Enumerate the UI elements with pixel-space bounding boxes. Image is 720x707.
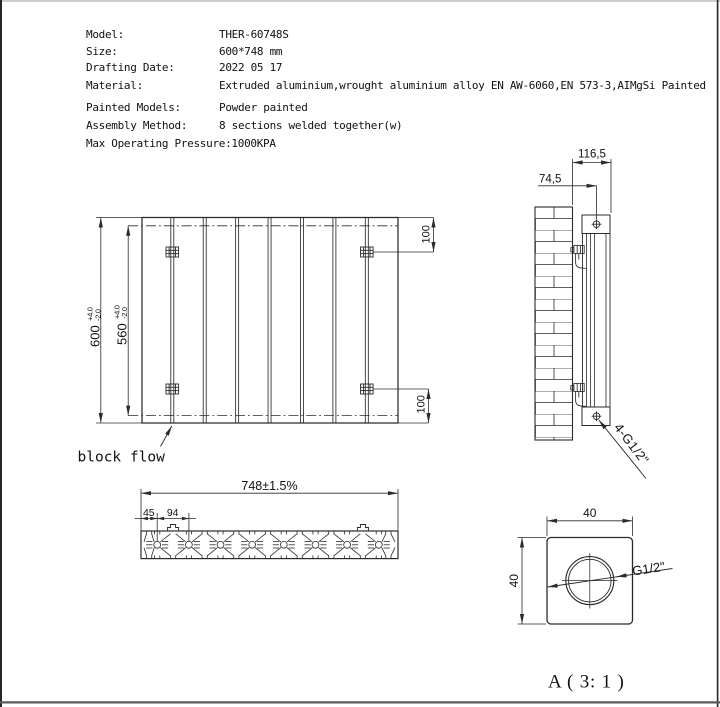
spec-value: 1000KPA xyxy=(231,137,276,150)
svg-text:600: 600 xyxy=(87,325,103,347)
dim-748-label: 748±1.5% xyxy=(241,479,298,493)
svg-text:560: 560 xyxy=(114,323,130,345)
drawing-labels xyxy=(78,149,667,693)
detail-caption: A ( 3: 1 ) xyxy=(548,671,625,693)
svg-text:100: 100 xyxy=(420,225,433,244)
spec-value: Extruded aluminium,wrought aluminium alloy EN AW-6060,EN 573-3,AIMgSi Painted xyxy=(219,79,706,92)
spec-value: Powder painted xyxy=(219,101,308,114)
svg-text:4-G1/2": 4-G1/2" xyxy=(611,420,653,468)
mounting-tabs xyxy=(168,525,369,532)
pipe-plug-bottom xyxy=(592,411,602,421)
dim-100-bottom-label xyxy=(415,395,427,413)
svg-text:G1/2": G1/2" xyxy=(631,558,666,579)
spec-label: Model: xyxy=(86,28,124,41)
spec-label: Material: xyxy=(86,79,143,92)
svg-text:+4.0: +4.0 xyxy=(85,307,95,321)
radiator-side-profile xyxy=(582,215,610,426)
dim-40-left xyxy=(518,538,547,625)
dim-600 xyxy=(96,218,142,424)
section-dividers xyxy=(171,218,369,424)
wall-brick-section xyxy=(535,207,573,440)
block-flow-label: block flow xyxy=(77,449,165,466)
spec-label: Drafting Date: xyxy=(86,61,175,74)
svg-text:-2.0: -2.0 xyxy=(120,307,130,319)
dim-74-5-label: 74,5 xyxy=(539,173,562,186)
spec-value: 8 sections welded together(w) xyxy=(219,119,403,132)
spec-label: Painted Models: xyxy=(86,101,181,114)
spec-value: 600*748 mm xyxy=(219,45,283,58)
spec-label: Size: xyxy=(86,45,118,58)
svg-text:100: 100 xyxy=(415,395,428,414)
spec-label: Assembly Method: xyxy=(86,119,188,132)
dim-40-top-label: 40 xyxy=(583,506,597,520)
spec-value: 2022 05 17 xyxy=(219,61,283,74)
pipe-plug-top xyxy=(592,219,602,229)
dim-40-left-label xyxy=(507,574,521,588)
thread-leader-arrow xyxy=(617,575,632,577)
dim-748 xyxy=(141,489,398,531)
svg-text:-2.0: -2.0 xyxy=(93,309,103,321)
thread-label xyxy=(631,559,666,579)
dim-45-label: 45 xyxy=(142,507,155,519)
dim-560-label xyxy=(113,305,130,345)
svg-text:+4.0: +4.0 xyxy=(112,305,122,319)
dim-94-label: 94 xyxy=(166,507,179,519)
spec-value: THER-60748S xyxy=(219,28,289,41)
wall-bracket-symbols xyxy=(166,247,373,394)
block-flow-leader xyxy=(161,426,172,447)
dim-116-5-label: 116,5 xyxy=(578,148,606,161)
extrusion-web-pattern xyxy=(144,531,395,558)
spec-label: Max Operating Pressure: xyxy=(86,137,232,150)
svg-text:40: 40 xyxy=(507,574,521,588)
dim-100-top-label xyxy=(420,225,432,243)
dim-600-label xyxy=(86,307,103,347)
radiator-outline xyxy=(142,218,398,424)
bottom-section-view xyxy=(135,489,399,559)
front-view xyxy=(96,218,434,447)
